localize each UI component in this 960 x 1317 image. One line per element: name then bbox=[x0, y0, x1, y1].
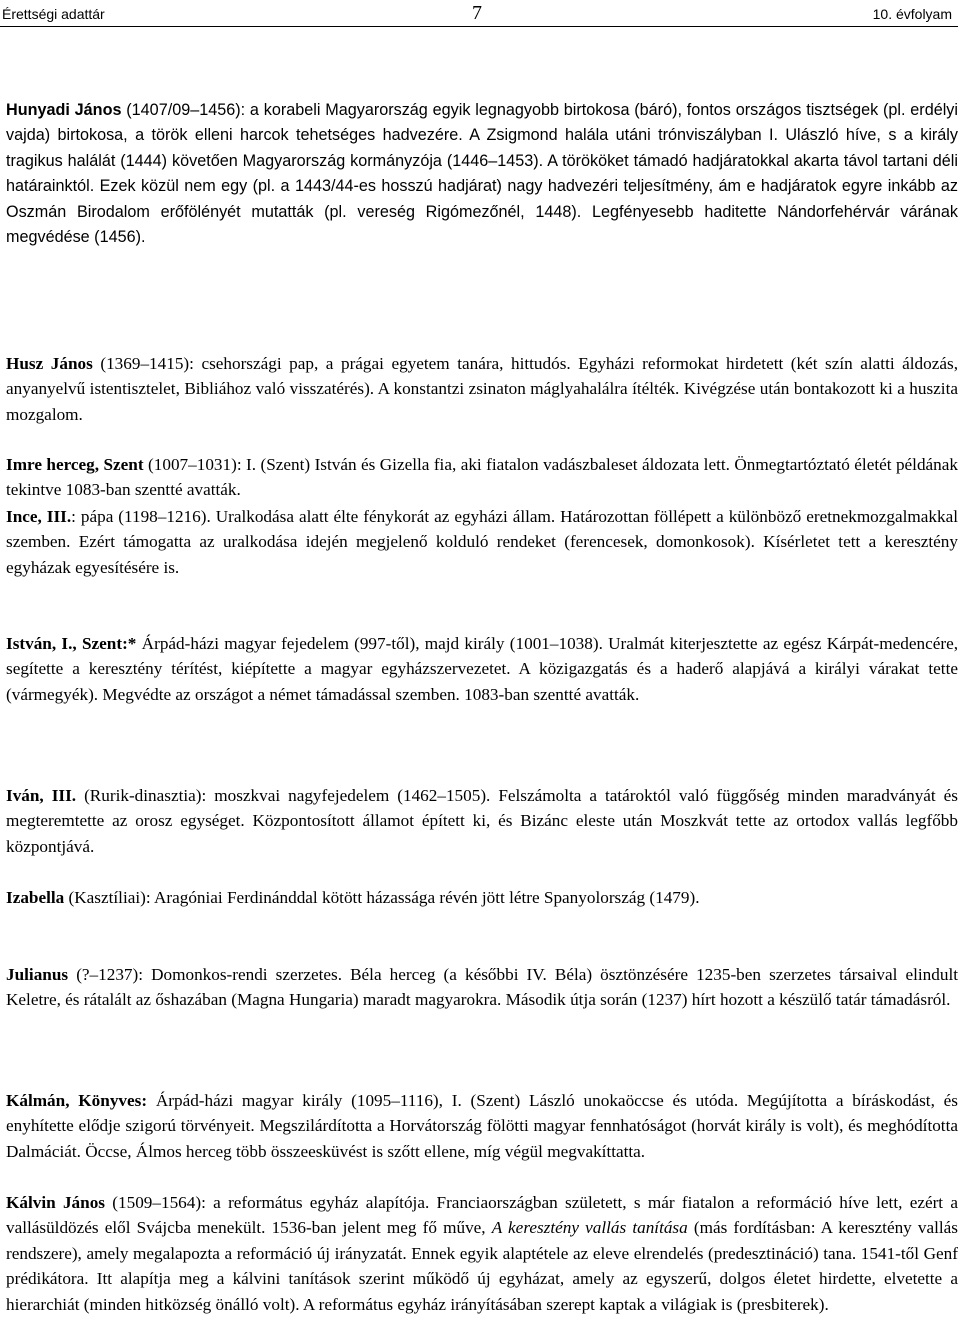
entry-name: István, I., Szent:* bbox=[6, 634, 137, 653]
entry-text: (1369–1415): csehországi pap, a prágai egyetem tanára, hittudós. Egyházi reformokat hirdetett (két szín alatti áldozás, anyanyelvű istentisztelet, Bibliához való visszatérés). A konstantzi zsinaton máglyahalálra ítélték. Kivégzése után bontakozott ki a huszita mozgalom. bbox=[6, 354, 958, 424]
entry-text: (1007–1031): I. (Szent) István és Gizella fia, aki fiatalon vadászbaleset áldozata lett. Önmegtartóztató életét példának tekintve 1083-ban szentté avatták. bbox=[6, 455, 958, 500]
header-doc-title: Érettségi adattár bbox=[2, 6, 105, 22]
entry-name: Iván, III. bbox=[6, 786, 77, 805]
entry-text: Árpád-házi magyar fejedelem (997-től), majd király (1001–1038). Uralmát kiterjesztette az egész Kárpát-medencére, segítette a keresztény térítést, kiépítette a magyar egyházszervezetet. A közigazgatás és a haderő alapjává a királyi várakat tette (vármegyék). Megvédte az országot a német támadással szemben. 1083-ban szentté avatták. bbox=[6, 634, 959, 704]
entry-name: Imre herceg, Szent bbox=[6, 455, 144, 474]
entry-text: (1509–1564): a református egyház alapítója. Franciaországban született, s már fiatalon a reformáció híve lett, ezért a vallásüldözés elől Svájcba menekült. 1536-ban jelent meg fő műve, bbox=[6, 1193, 958, 1238]
work-title: A keresztény vallás tanítása bbox=[491, 1218, 688, 1238]
entry-hunyadi-janos bbox=[6, 98, 958, 250]
header-grade: 10. évfolyam bbox=[872, 6, 952, 22]
entry-ivan-iii bbox=[6, 783, 958, 859]
header-divider bbox=[0, 26, 958, 27]
entry-text-continued: (más fordításban: A keresztény vallás rendszere), amely megalapozta a reformáció új irányzatát. Ennek egyik alaptétele az eleve elrendelés (predesztináció) tana. 1541-től Genf prédikátora. Itt alapítja meg a kálvini tanítások szerint működő új egyházat, amely az egyszerű, dolgos életet hirdette, elvetette a hierarchiát (minden hitközség önálló volt). A református egyház irányításában szerept kaptak a világiak is (presbiterek). bbox=[6, 1218, 958, 1314]
entry-kalvin-janos bbox=[6, 1190, 958, 1317]
entry-text: : pápa (1198–1216). Uralkodása alatt élte fénykorát az egyházi állam. Határozottan föllépett a különböző eretnekmozgalmakkal szemben. Ezért támogatta az uralkodása idején megjelenő kolduló rendeket (ferencesek, domonkosok). Kísérletet tett a keresztény egyházak egyesítésére is. bbox=[6, 507, 958, 577]
entry-text: (1407/09–1456): a korabeli Magyarország egyik legnagyobb birtokosa (báró), fontos országos tisztségek (pl. erdélyi vajda) birtokosa, a török elleni harcok tehetséges hadvezére. A Zsigmond halála utáni trónviszályban I. Ulászló híve, s a király tragikus halálát (1444) követően Magyarország kormányzója (1446–1453). A törököket támadó hadjáratokkal akarta távol tartani déli határainktól. Ezek közül nem egy (pl. a 1443/44-es hosszú hadjárat) nagy hadvezéri teljesítmény, ám e hadjáratok egyre inkább az Oszmán Birodalom erőfölényét mutatták (pl. vereség Rigómezőnél, 1448). Legfényesebb haditette Nándorfehérvár várának megvédése (1456). bbox=[6, 101, 958, 247]
entry-imre-herceg bbox=[6, 452, 958, 503]
entry-name: Kálmán, Könyves: bbox=[6, 1091, 148, 1110]
entry-text: (Kasztíliai): Aragóniai Ferdinánddal kötött házassága révén jött létre Spanyolország (1479). bbox=[64, 888, 700, 907]
entry-name: Kálvin János bbox=[6, 1193, 105, 1212]
entry-kalman-konyves bbox=[6, 1088, 958, 1164]
entry-istvan-i bbox=[6, 631, 958, 707]
entry-text: Árpád-házi magyar király (1095–1116), I. (Szent) László unokaöccse és utóda. Megújította a bíráskodást, és enyhítette elődje szigorú törvényeit. Megszilárdította a Horvátország fölötti magyar fennhatóságot (horvát király is volt), és meghódította Dalmáciát. Öccse, Álmos herceg több összeesküvést is szőtt ellene, míg végül megvakíttatta. bbox=[6, 1091, 958, 1161]
entry-name: Hunyadi János bbox=[6, 101, 122, 119]
entry-izabella bbox=[6, 885, 958, 910]
entry-text: (Rurik-dinasztia): moszkvai nagyfejedelem (1462–1505). Felszámolta a tatároktól való függőség minden maradványát és megteremtette az orosz egységet. Központosított államot épített ki, és Bizánc eleste után Moszkvát tette az ortodox vallás legfőbb központjává. bbox=[6, 786, 958, 856]
page-number: 7 bbox=[472, 2, 482, 24]
entry-name: Izabella bbox=[6, 888, 65, 907]
entry-julianus bbox=[6, 962, 958, 1013]
page-header bbox=[0, 4, 960, 26]
entry-ince-iii bbox=[6, 504, 958, 580]
entry-text: (?–1237): Domonkos-rendi szerzetes. Béla herceg (a későbbi IV. Béla) ösztönzésére 1235-ben szerzetes társaival elindult Keletre, és rátalált az őshazában (Magna Hungaria) maradt magyarokra. Második útja során (1237) hírt hozott a készülő tatár támadásról. bbox=[6, 965, 958, 1010]
entry-name: Ince, III. bbox=[6, 507, 72, 526]
entry-name: Husz János bbox=[6, 354, 93, 373]
entry-husz-janos bbox=[6, 351, 958, 427]
entry-name: Julianus bbox=[6, 965, 69, 984]
